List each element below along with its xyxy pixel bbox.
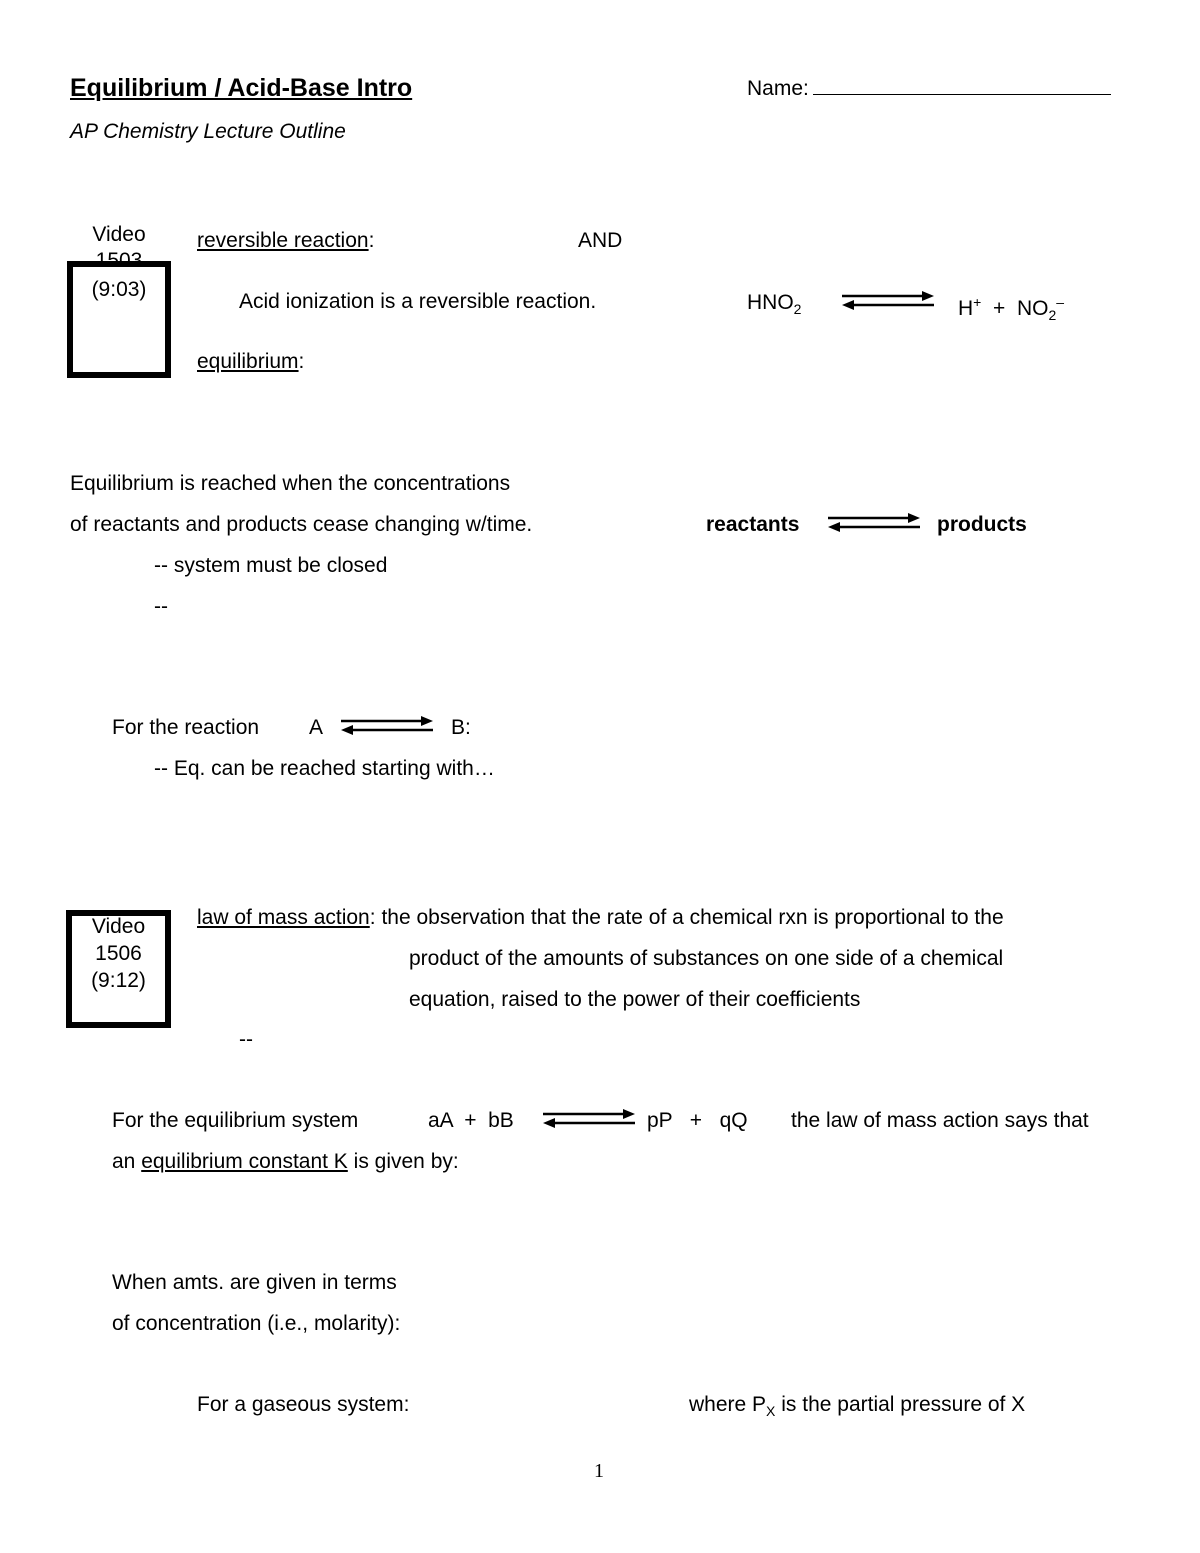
hno2-subscript: 2 [793, 301, 802, 318]
page-number: 1 [594, 1460, 604, 1482]
eq-system-prefix: For the equilibrium system [112, 1109, 359, 1132]
equilibrium-arrow-icon [828, 513, 920, 533]
mass-action-colon: : [369, 906, 376, 929]
name-label: Name: [747, 77, 809, 100]
name-blank-line[interactable] [813, 76, 1111, 95]
eq-system-left: aA + bB [428, 1109, 514, 1132]
mass-action-bullet: -- [239, 1028, 253, 1051]
equilibrium-constant-term: equilibrium constant K [141, 1150, 348, 1173]
video-1506-label: Video [91, 915, 146, 938]
eq-system-suffix: the law of mass action says that [791, 1109, 1089, 1132]
eq-constant-line [112, 1149, 459, 1175]
mass-action-text-2: product of the amounts of substances on one side of a chemical [409, 947, 1004, 970]
product-b: B: [451, 716, 471, 739]
acid-ionization-text: Acid ionization is a reversible reaction. [239, 290, 597, 313]
page-title: Equilibrium / Acid-Base Intro [70, 74, 413, 102]
h-ion: H [958, 297, 974, 320]
reactants-label: reactants [706, 513, 800, 536]
no2-subscript: 2 [1048, 307, 1057, 324]
concentration-line1: When amts. are given in terms [112, 1271, 397, 1294]
video-1506-duration: (9:12) [91, 969, 146, 992]
reversible-colon: : [368, 229, 375, 252]
equilibrium-definition [197, 349, 304, 375]
reversible-reaction-definition [197, 228, 374, 254]
video-1503-number: 1503 [95, 249, 143, 272]
hno2-formula [747, 290, 801, 322]
video-1503-duration: (9:03) [91, 278, 147, 301]
partial-pressure-text: is the partial pressure of X [781, 1393, 1026, 1416]
products-formula [958, 289, 1064, 328]
mass-action-text-3: equation, raised to the power of their coefficients [409, 988, 861, 1011]
eq-system-right: pP + qQ [647, 1109, 748, 1132]
equilibrium-colon: : [298, 350, 305, 373]
px-subscript: X [766, 1403, 776, 1420]
name-field[interactable] [747, 76, 1111, 102]
reactant-a: A [309, 716, 324, 739]
equilibrium-arrow-icon [341, 716, 433, 736]
reaction-ab-prefix: For the reaction [112, 716, 260, 739]
reversible-reaction-term: reversible reaction [197, 229, 369, 252]
gaseous-system-label: For a gaseous system: [197, 1393, 410, 1416]
eq-reached-line1: Equilibrium is reached when the concentrations [70, 472, 511, 495]
partial-pressure-note [689, 1392, 1025, 1424]
no-text: NO [1016, 297, 1049, 320]
video-1503-label: Video [92, 223, 146, 246]
where-p: where P [689, 1393, 767, 1416]
mass-action-text-1: the observation that the rate of a chemical rxn is proportional to the [381, 906, 1004, 929]
no2-charge: – [1056, 294, 1065, 310]
plus-sign: + [993, 297, 1006, 320]
products-label: products [937, 513, 1027, 536]
h-charge: + [973, 294, 982, 310]
mass-action-term: law of mass action [197, 906, 370, 929]
mass-action-definition-line1 [197, 905, 1004, 931]
closed-system-bullet: -- system must be closed [154, 554, 388, 577]
equilibrium-term: equilibrium [197, 350, 299, 373]
concentration-line2: of concentration (i.e., molarity): [112, 1312, 401, 1335]
and-label: AND [578, 229, 623, 252]
reaction-ab-bullet: -- Eq. can be reached starting with… [154, 757, 495, 780]
eq-reached-line2: of reactants and products cease changing w/time. [70, 513, 533, 536]
page-subtitle: AP Chemistry Lecture Outline [70, 120, 346, 143]
equilibrium-arrow-icon [842, 291, 934, 311]
empty-bullet: -- [154, 595, 168, 618]
equilibrium-arrow-icon [543, 1109, 635, 1129]
eq-constant-pre: an [112, 1150, 136, 1173]
video-1506-number: 1506 [95, 942, 142, 965]
hno-text: HNO [747, 291, 794, 314]
eq-constant-post: is given by: [353, 1150, 459, 1173]
